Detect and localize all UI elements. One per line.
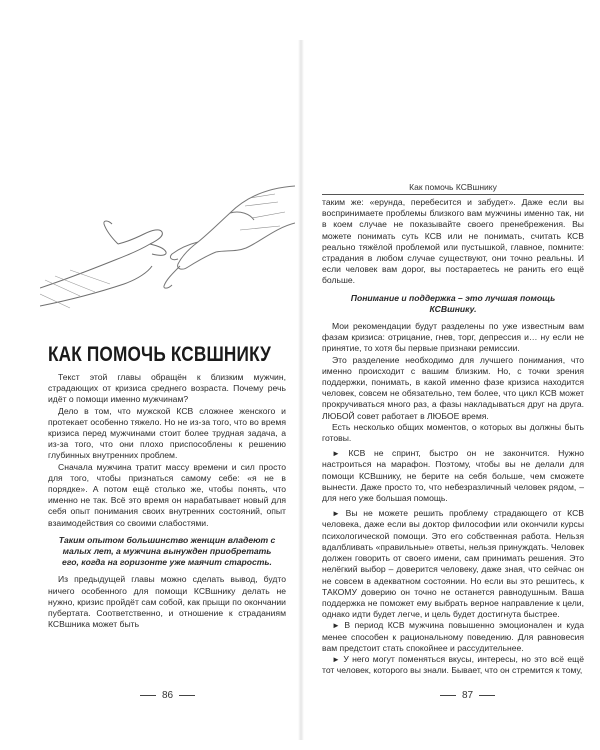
footer-dash	[440, 695, 456, 696]
triangle-bullet-icon: ►	[332, 509, 340, 519]
bullet-text: Вы не можете решить проблему страдающего от КСВ человека, даже если вы доктор философии или окончили курсы психологической помощи. Это его собственная работа. Нельзя вдалбливать «правильные» ответы, нельзя принуждать. Человек должен говорить от своего имени, сам принимать решения. Это нелёгкий выбор – доверится человеку, даже зная, что сейчас он не совсем в адекватном состоянии. Но если вы это решитесь, к ТАКОМУ доверию он точно не останется равнодушным. Ваша поддержка не поможет ему выбрать верное направление к цели, однако идти будет легче, и цель будет достигнута быстрее.	[322, 508, 585, 620]
paragraph: Есть несколько общих моментов, о которых вы должны быть готовы.	[322, 421, 584, 444]
bullet-text: КСВ не спринт, быстро он не закончится. Нужно настроиться на марафон. Поэтому, чтобы вы не делали для помощи КСВшнику, не берите на себя больше, чем сможете вынести. Даже просто то, что небезразличный человек рядом, – для него уже большая помощь.	[322, 448, 585, 504]
right-page-footer	[440, 690, 495, 701]
bullet-item	[322, 654, 584, 676]
paragraph: Дело в том, что мужской КСВ сложнее женского и протекает особенно тяжело. Но не из-за того, что во время кризиса перед мужчинами стоит более трудная задача, а из-за того, что они плохо приспособлены к решению глубинных внутренних проблем.	[48, 405, 286, 461]
paragraph: Мои рекомендации будут разделены по уже известным вам фазам кризиса: отрицание, гнев, торг, депрессия и… ну если не принятие, то хотя бы первые признаки ремиссии.	[322, 321, 584, 354]
paragraph: таким же: «ерунда, перебесится и забудет». Даже если вы воспринимаете проблемы близкого вам мужчины именно так, ни в коем случае не показывайте своего пренебрежения. Вы можете понимать суть КСВ или не понимать, считать КСВ реально тяжёлой проблемой или пустышкой, главное, помните: страдания в любом случае существуют, они точно реальны. И если человек вам дорог, вы постараетесь не ранить его ещё больше.	[322, 197, 584, 286]
bullet-item	[322, 508, 584, 620]
footer-dash	[140, 695, 156, 696]
paragraph: Текст этой главы обращён к близким мужчин, страдающих от кризиса среднего возраста. Почему речь идёт о помощи именно мужчинам?	[48, 372, 286, 405]
paragraph: Сначала мужчина тратит массу времени и сил просто для того, чтобы признаться самому себе: «я не в порядке». А потом ещё столько же, чтобы понять, что именно не так. Всё это время он нарабатывает новый для себя опыт понимания своих внутренних состояний, опыт взаимодействия со своими слабостями.	[48, 461, 286, 528]
triangle-bullet-icon: ►	[332, 449, 340, 459]
footer-dash	[479, 695, 495, 696]
right-page	[304, 0, 600, 750]
triangle-bullet-icon: ►	[332, 621, 340, 631]
paragraph: Из предыдущей главы можно сделать вывод, будто ничего особенного для помощи КСВшнику делать не нужно, кризис пройдёт сам собой, как прыщи по окончании пубертата. Соответственно, и отношение к страданиям КСВшника может быть	[48, 574, 286, 630]
left-text-column	[48, 372, 286, 630]
bullet-text: В период КСВ мужчина повышенно эмоционален и куда менее способен к рациональному поведению. Для равновесия вам предстоит стать спокойнее и рассудительнее.	[322, 620, 584, 653]
bullet-item	[322, 448, 584, 504]
left-page	[0, 0, 298, 750]
triangle-bullet-icon: ►	[332, 654, 340, 664]
right-text-column	[322, 197, 584, 676]
footer-dash	[179, 695, 195, 696]
hands-illustration	[40, 168, 295, 318]
page-number: 86	[162, 690, 174, 701]
subheading: Понимание и поддержка – это лучшая помощь КСВшнику.	[350, 292, 556, 314]
running-head: Как помочь КСВшнику	[322, 182, 584, 195]
chapter-title: КАК ПОМОЧЬ КСВШНИКУ	[48, 343, 272, 366]
page-number: 87	[462, 690, 474, 701]
left-page-footer	[140, 690, 195, 701]
pull-quote: Таким опытом большинство женщин владеют с малых лет, а мужчина вынужден приобретать его, когда на горизонте уже маячит старость.	[58, 534, 276, 568]
bullet-item	[322, 620, 584, 654]
paragraph: Это разделение необходимо для лучшего понимания, что именно происходит с вашим близким. Но, с точки зрения поддержки, понимать, в какой именно фазе кризиса находится человек, совсем не обязательно, тем более, что цикл КСВ может прокручиваться много раз, а фазы накладываться друг на друга. ЛЮБОЙ совет работает в ЛЮБОЕ время.	[322, 354, 584, 421]
bullet-text: У него могут поменяться вкусы, интересы, но это всё ещё тот человек, которого вы знали. Бывает, что он стремится к тому,	[322, 653, 584, 676]
